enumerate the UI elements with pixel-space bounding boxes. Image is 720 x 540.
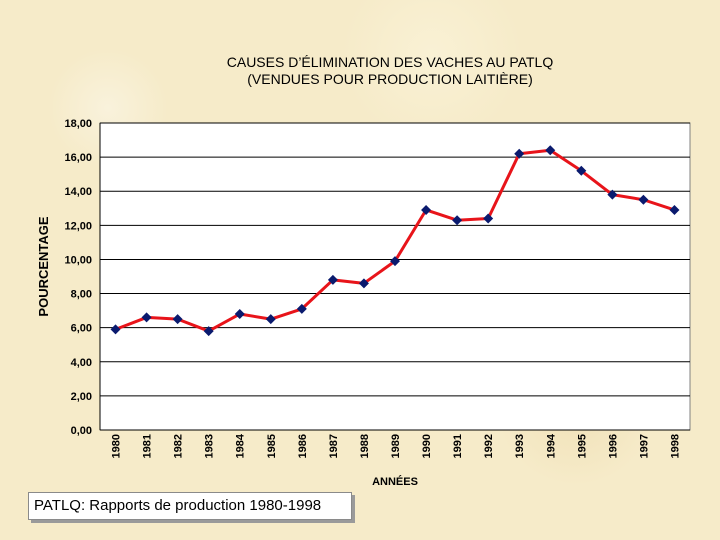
x-tick-label: 1990 [421,434,434,459]
y-tick-label: 12,00 [64,220,92,233]
y-axis-label: POURCENTAGE [36,216,51,317]
x-tick-label: 1992 [483,434,496,459]
y-tick-label: 10,00 [64,254,92,267]
x-tick-label: 1996 [607,434,620,459]
x-tick-label: 1986 [296,434,309,459]
y-tick-label: 6,00 [70,322,92,335]
x-tick-label: 1994 [545,434,558,459]
chart-title-line-1: CAUSES D’ÉLIMINATION DES VACHES AU PATLQ [226,54,554,70]
y-axis-tick-labels [64,118,92,437]
x-tick-label: 1980 [110,434,123,459]
x-tick-label: 1982 [172,434,185,459]
x-tick-label: 1985 [265,434,278,459]
y-tick-label: 16,00 [64,152,92,165]
y-tick-label: 4,00 [70,356,92,369]
x-tick-label: 1998 [669,434,682,459]
x-axis-label: ANNÉES [372,476,418,488]
chart-title-line-2: (VENDUES POUR PRODUCTION LAITIÈRE) [247,71,533,87]
source-note [28,492,352,520]
y-tick-label: 8,00 [70,288,92,301]
x-tick-label: 1987 [327,434,340,459]
y-tick-label: 2,00 [70,390,92,403]
x-axis-tick-labels [111,433,682,458]
x-tick-label: 1984 [234,434,247,459]
x-tick-label: 1995 [576,434,589,459]
x-tick-label: 1988 [358,434,371,459]
x-tick-label: 1997 [638,434,651,459]
x-tick-label: 1991 [452,434,465,459]
plot-area [100,123,690,430]
x-tick-label: 1981 [141,434,154,459]
x-tick-label: 1983 [203,434,216,459]
x-tick-label: 1993 [514,434,527,459]
y-tick-label: 18,00 [64,118,92,130]
x-tick-label: 1989 [390,434,402,459]
y-tick-label: 14,00 [64,186,92,199]
source-note-text: PATLQ: Rapports de production 1980-1998 [34,497,322,514]
y-tick-label: 0,00 [70,425,92,437]
